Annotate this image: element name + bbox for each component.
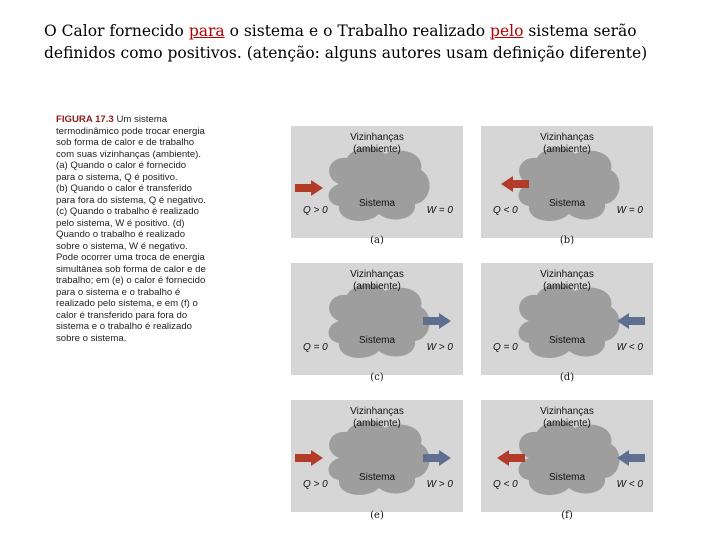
heat-arrow-in-icon <box>295 450 323 466</box>
heat-arrow-in-icon <box>295 180 323 196</box>
env-label: Vizinhanças (ambiente) <box>540 132 594 155</box>
caption-line: sob forma de calor e de trabalho <box>56 137 195 148</box>
caption-line: Pode ocorrer uma troca de energia <box>56 252 205 263</box>
system-cloud <box>511 281 623 361</box>
env-label: Vizinhanças (ambiente) <box>540 269 594 292</box>
caption-line: para o sistema e o trabalho é <box>56 286 181 298</box>
work-arrow-in-icon <box>617 313 645 329</box>
system-cloud <box>511 418 623 498</box>
caption-line: Um sistema <box>116 114 168 125</box>
caption-line: sistema e o trabalho é realizado <box>56 321 192 332</box>
heading-text-3: sistema serão definidos como positivos. (atenção: alguns autores usam definição diferente) <box>44 22 648 62</box>
heading-text-2: o sistema e o Trabalho realizado <box>224 22 491 40</box>
panel-label-f: (f) <box>561 510 573 521</box>
caption-line: (b) Quando o calor é transferido <box>56 183 192 194</box>
caption-line: com suas vizinhanças (ambiente). <box>56 148 202 160</box>
heat-label: Q < 0 <box>493 205 518 216</box>
system-label: Sistema <box>548 335 586 346</box>
caption-line: (a) Quando o calor é fornecido <box>56 160 187 171</box>
panel-f <box>481 400 653 512</box>
heat-label: Q = 0 <box>493 342 518 353</box>
work-label: W < 0 <box>616 479 643 490</box>
work-label: W = 0 <box>426 205 453 216</box>
env-label: Vizinhanças (ambiente) <box>350 269 404 292</box>
system-cloud <box>321 281 433 361</box>
heading-pelo: pelo <box>490 22 524 40</box>
env-label: Vizinhanças (ambiente) <box>350 406 404 429</box>
panel-label-e: (e) <box>370 510 384 521</box>
system-cloud <box>321 144 433 224</box>
system-label: Sistema <box>548 198 586 209</box>
work-label: W < 0 <box>616 342 643 353</box>
panel-b <box>481 126 653 238</box>
work-arrow-out-icon <box>423 313 451 329</box>
heat-arrow-out-icon <box>501 176 529 192</box>
panel-label-a: (a) <box>370 235 384 246</box>
system-label: Sistema <box>548 472 586 483</box>
panel-a <box>291 126 463 238</box>
caption-line: para o sistema, Q é positivo. <box>56 171 178 183</box>
heading-para: para <box>188 22 225 40</box>
heat-label: Q < 0 <box>493 479 518 490</box>
panel-d <box>481 263 653 375</box>
work-arrow-in-icon <box>617 450 645 466</box>
env-label: Vizinhanças (ambiente) <box>540 406 594 429</box>
heat-label: Q > 0 <box>303 479 328 490</box>
panel-label-c: (c) <box>370 372 384 383</box>
heat-arrow-out-icon <box>497 450 525 466</box>
caption-line: trabalho; em (e) o calor é fornecido <box>56 275 206 286</box>
system-label: Sistema <box>358 198 396 209</box>
caption-line: realizado pelo sistema, e em (f) o <box>56 298 198 309</box>
caption-line: sobre o sistema. <box>56 332 127 344</box>
figure-label: FIGURA 17.3 <box>56 114 114 125</box>
work-label: W > 0 <box>426 479 453 490</box>
panel-c <box>291 263 463 375</box>
heat-label: Q > 0 <box>303 205 328 216</box>
page-heading <box>44 20 694 64</box>
system-cloud <box>321 418 433 498</box>
caption-line: pelo sistema, W é positivo. (d) <box>56 217 185 229</box>
panel-label-b: (b) <box>559 235 575 246</box>
heat-label: Q = 0 <box>303 342 328 353</box>
caption-line: (c) Quando o trabalho é realizado <box>56 206 199 217</box>
figure-caption <box>56 114 226 344</box>
heading-text-1: O Calor fornecido <box>44 22 189 40</box>
panel-label-d: (d) <box>559 372 575 383</box>
caption-line: calor é transferido para fora do <box>56 309 188 321</box>
work-label: W = 0 <box>616 205 643 216</box>
system-label: Sistema <box>358 472 396 483</box>
caption-line: simultânea sob forma de calor e de <box>56 263 206 275</box>
work-arrow-out-icon <box>423 450 451 466</box>
caption-line: Quando o trabalho é realizado <box>56 229 186 240</box>
caption-line: termodinâmico pode trocar energia <box>56 125 205 137</box>
caption-line: para fora do sistema, Q é negativo. <box>56 194 206 206</box>
work-label: W > 0 <box>426 342 453 353</box>
panel-e <box>291 400 463 512</box>
caption-line: sobre o sistema, W é negativo. <box>56 240 188 252</box>
env-label: Vizinhanças (ambiente) <box>350 132 404 155</box>
system-label: Sistema <box>358 335 396 346</box>
